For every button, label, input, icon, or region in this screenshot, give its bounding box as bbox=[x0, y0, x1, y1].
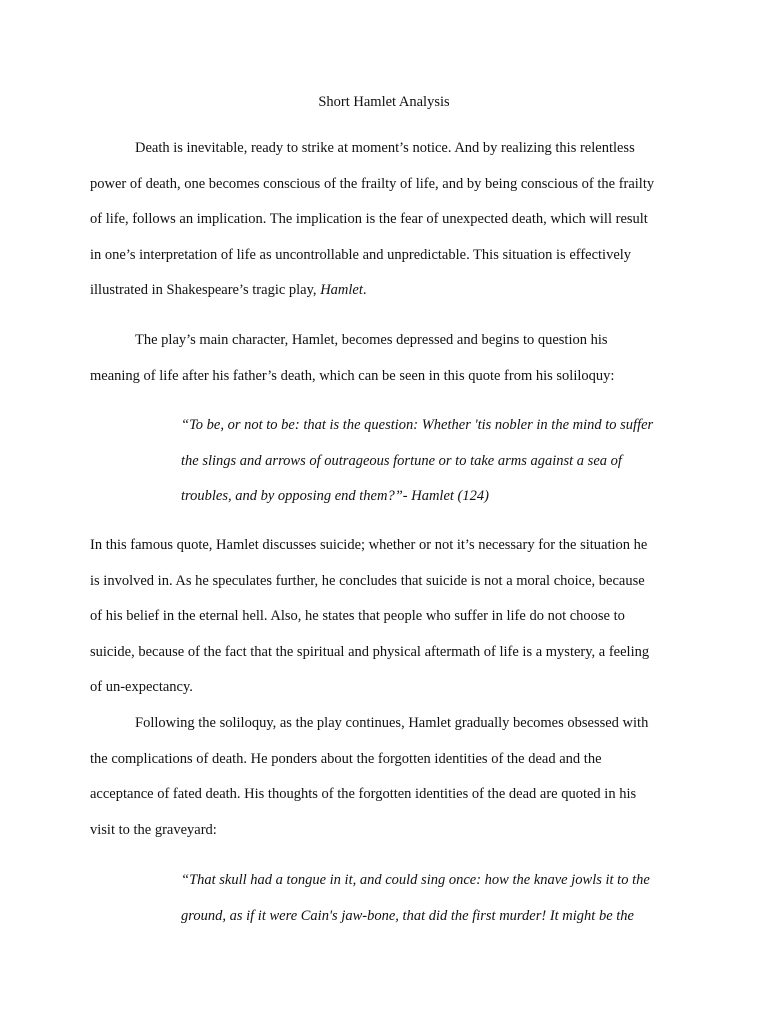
block-quote-skull bbox=[181, 863, 681, 934]
paragraph-line: visit to the graveyard: bbox=[90, 821, 217, 838]
document-title: Short Hamlet Analysis bbox=[318, 94, 450, 110]
paragraph-line: acceptance of fated death. His thoughts of the forgotten identities of the dead are quoted in his bbox=[90, 786, 637, 802]
paragraph-line: meaning of life after his father’s death, which can be seen in this quote from his soliloquy: bbox=[90, 367, 615, 384]
paragraph-line: is involved in. As he speculates further, he concludes that suicide is not a moral choice, because bbox=[90, 572, 645, 589]
paragraph-text: . bbox=[362, 282, 367, 298]
paragraph-text: illustrated in Shakespeare’s tragic play, bbox=[90, 282, 321, 298]
paragraph-line: of life, follows an implication. The implication is the fear of unexpected death, which will result bbox=[90, 211, 648, 227]
quote-line: the slings and arrows of outrageous fortune or to take arms against a sea of bbox=[181, 452, 622, 469]
paragraph-line: The play’s main character, Hamlet, becomes depressed and begins to question his bbox=[135, 332, 608, 348]
quote-line: troubles, and by opposing end them?”- Hamlet (124) bbox=[181, 488, 489, 504]
paragraph-line: Death is inevitable, ready to strike at moment’s notice. And by realizing this relentless bbox=[135, 140, 635, 156]
paragraph-line: the complications of death. He ponders about the forgotten identities of the dead and the bbox=[90, 750, 602, 767]
paragraph-graveyard bbox=[90, 706, 680, 848]
quote-line: “That skull had a tongue in it, and could sing once: how the knave jowls it to the bbox=[181, 872, 650, 888]
paragraph-line: of un-expectancy. bbox=[90, 679, 193, 695]
paragraph-line: suicide, because of the fact that the spiritual and physical aftermath of life is a mystery, a feeling bbox=[90, 643, 650, 660]
paragraph-line bbox=[90, 273, 680, 309]
paragraph-hamlet-depressed bbox=[90, 323, 680, 394]
paragraph-line: power of death, one becomes conscious of the frailty of life, and by being conscious of the frailty bbox=[90, 175, 655, 192]
quote-line: “To be, or not to be: that is the question: Whether 'tis nobler in the mind to suffer bbox=[181, 417, 654, 433]
play-title: Hamlet bbox=[320, 282, 363, 298]
paragraph-line: in one’s interpretation of life as uncontrollable and unpredictable. This situation is effectively bbox=[90, 246, 632, 263]
quote-line: ground, as if it were Cain's jaw-bone, that did the first murder! It might be the bbox=[181, 907, 634, 924]
paragraph-suicide-discussion bbox=[90, 528, 680, 706]
paragraph-line: Following the soliloquy, as the play continues, Hamlet gradually becomes obsessed with bbox=[135, 715, 649, 731]
block-quote-soliloquy bbox=[181, 408, 681, 515]
paragraph-line: In this famous quote, Hamlet discusses suicide; whether or not it’s necessary for the situation he bbox=[90, 537, 648, 553]
paragraph-intro bbox=[90, 131, 680, 309]
paragraph-line: of his belief in the eternal hell. Also, he states that people who suffer in life do not choose to bbox=[90, 608, 625, 624]
